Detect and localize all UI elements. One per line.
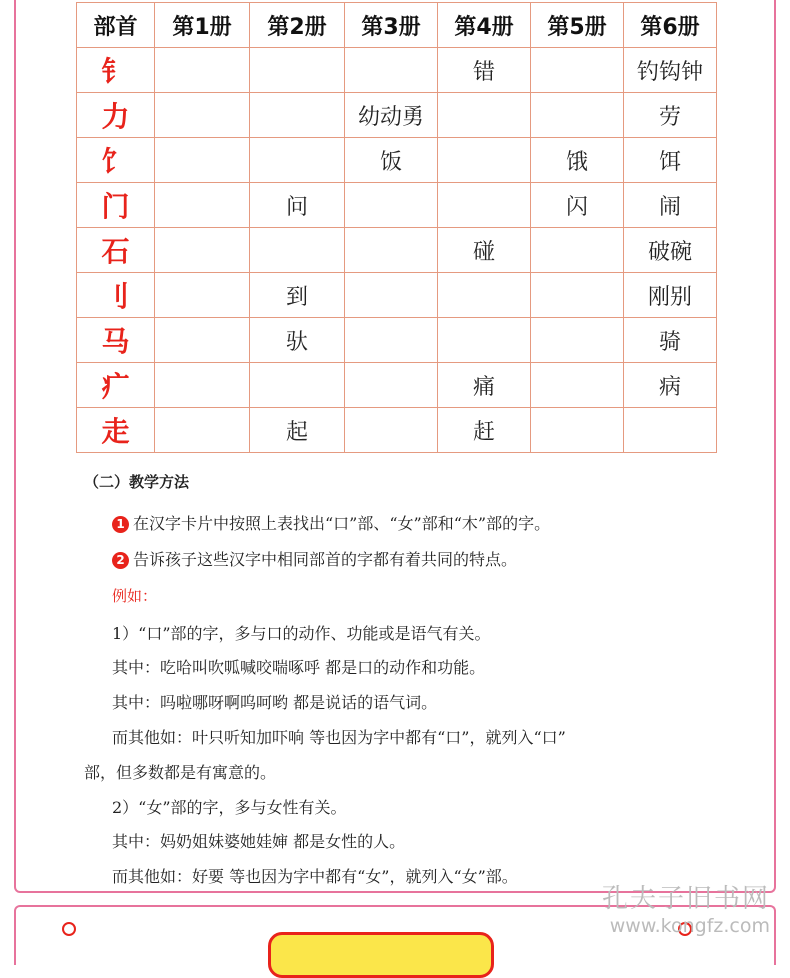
radical-table — [76, 2, 717, 453]
table-row — [77, 138, 717, 183]
table-row — [77, 318, 717, 363]
table-body — [77, 48, 717, 453]
table-cell — [531, 48, 624, 93]
table-cell — [531, 318, 624, 363]
table-cell — [155, 273, 250, 318]
table-cell: 赶 — [438, 408, 531, 453]
table-cell — [155, 93, 250, 138]
step-text: 告诉孩子这些汉字中相同部首的字都有着共同的特点。 — [133, 550, 518, 569]
table-cell — [155, 408, 250, 453]
column-header: 第6册 — [624, 3, 717, 48]
column-header: 第5册 — [531, 3, 624, 48]
table-cell — [531, 228, 624, 273]
table-cell — [155, 318, 250, 363]
table-cell: 劳 — [624, 93, 717, 138]
body-line: 而其他如：好要 等也因为字中都有“女”，就列入“女”部。 — [112, 867, 518, 886]
radical-cell: 力 — [77, 93, 155, 138]
table-cell: 闹 — [624, 183, 717, 228]
radical-cell: 石 — [77, 228, 155, 273]
watermark — [602, 878, 770, 937]
table-cell — [250, 138, 345, 183]
table-cell — [438, 318, 531, 363]
radical-cell: 走 — [77, 408, 155, 453]
table-cell — [345, 183, 438, 228]
table-cell: 饭 — [345, 138, 438, 183]
table-cell — [531, 363, 624, 408]
radical-cell: 钅 — [77, 48, 155, 93]
table-cell: 钓钩钟 — [624, 48, 717, 93]
table-cell: 幼动勇 — [345, 93, 438, 138]
table-cell — [438, 183, 531, 228]
radical-cell: 刂 — [77, 273, 155, 318]
table-cell — [250, 228, 345, 273]
table-cell — [345, 273, 438, 318]
table-cell — [438, 273, 531, 318]
table-row — [77, 183, 717, 228]
table-cell — [345, 318, 438, 363]
table-row — [77, 273, 717, 318]
table-cell: 问 — [250, 183, 345, 228]
table-cell — [531, 273, 624, 318]
table-cell: 闪 — [531, 183, 624, 228]
table-cell — [624, 408, 717, 453]
body-line: 其中：吃哈叫吹呱喊咬喘啄呼 都是口的动作和功能。 — [112, 658, 486, 677]
table-row — [77, 93, 717, 138]
watermark-url: www.kongfz.com — [609, 915, 770, 937]
body-line: 而其他如：叶只听知加吓响 等也因为字中都有“口”，就列入“口” — [112, 728, 566, 747]
table-cell: 痛 — [438, 363, 531, 408]
table-cell — [250, 93, 345, 138]
body-line: 其中：妈奶姐妹婆她娃婶 都是女性的人。 — [112, 832, 406, 851]
table-row — [77, 228, 717, 273]
step-number-badge: 1 — [112, 516, 129, 533]
table-row — [77, 48, 717, 93]
table-row — [77, 363, 717, 408]
body-line: 部，但多数都是有寓意的。 — [84, 763, 277, 782]
body-line: 其中：吗啦哪呀啊呜呵哟 都是说话的语气词。 — [112, 693, 438, 712]
section-title: （二）教学方法 — [84, 473, 190, 491]
table-cell — [438, 93, 531, 138]
table-cell: 驮 — [250, 318, 345, 363]
column-header: 部首 — [77, 3, 155, 48]
table-cell — [155, 48, 250, 93]
table-cell: 骑 — [624, 318, 717, 363]
column-header: 第2册 — [250, 3, 345, 48]
column-header: 第4册 — [438, 3, 531, 48]
table-cell — [345, 228, 438, 273]
table-cell — [345, 363, 438, 408]
table-header-row — [77, 3, 717, 48]
table-cell — [155, 183, 250, 228]
table-cell: 碰 — [438, 228, 531, 273]
table-cell: 起 — [250, 408, 345, 453]
example-label: 例如： — [112, 587, 158, 605]
column-header: 第1册 — [155, 3, 250, 48]
radical-cell: 饣 — [77, 138, 155, 183]
radical-cell: 马 — [77, 318, 155, 363]
table-cell: 到 — [250, 273, 345, 318]
table-cell — [345, 48, 438, 93]
table-cell: 破碗 — [624, 228, 717, 273]
watermark-name: 孔夫子旧书网 — [601, 884, 770, 914]
table-cell — [155, 228, 250, 273]
radical-cell: 疒 — [77, 363, 155, 408]
body-line: 1）“口”部的字，多与口的动作、功能或是语气有关。 — [112, 624, 491, 643]
step-number-badge: 2 — [112, 552, 129, 569]
step-1 — [112, 513, 550, 535]
next-page-banner — [268, 932, 494, 978]
table-cell — [250, 363, 345, 408]
column-header: 第3册 — [345, 3, 438, 48]
step-text: 在汉字卡片中按照上表找出“口”部、“女”部和“木”部的字。 — [133, 514, 551, 533]
table-cell — [531, 408, 624, 453]
table-cell: 病 — [624, 363, 717, 408]
table-cell: 饿 — [531, 138, 624, 183]
body-line: 2）“女”部的字，多与女性有关。 — [112, 798, 347, 817]
table-cell — [155, 138, 250, 183]
table-cell — [345, 408, 438, 453]
table-cell: 刚别 — [624, 273, 717, 318]
table-cell: 错 — [438, 48, 531, 93]
table-cell — [250, 48, 345, 93]
table-row — [77, 408, 717, 453]
table-cell — [155, 363, 250, 408]
step-2 — [112, 549, 517, 571]
decorative-ring — [62, 922, 76, 936]
table-cell — [531, 93, 624, 138]
table-cell — [438, 138, 531, 183]
radical-cell: 门 — [77, 183, 155, 228]
table-cell: 饵 — [624, 138, 717, 183]
